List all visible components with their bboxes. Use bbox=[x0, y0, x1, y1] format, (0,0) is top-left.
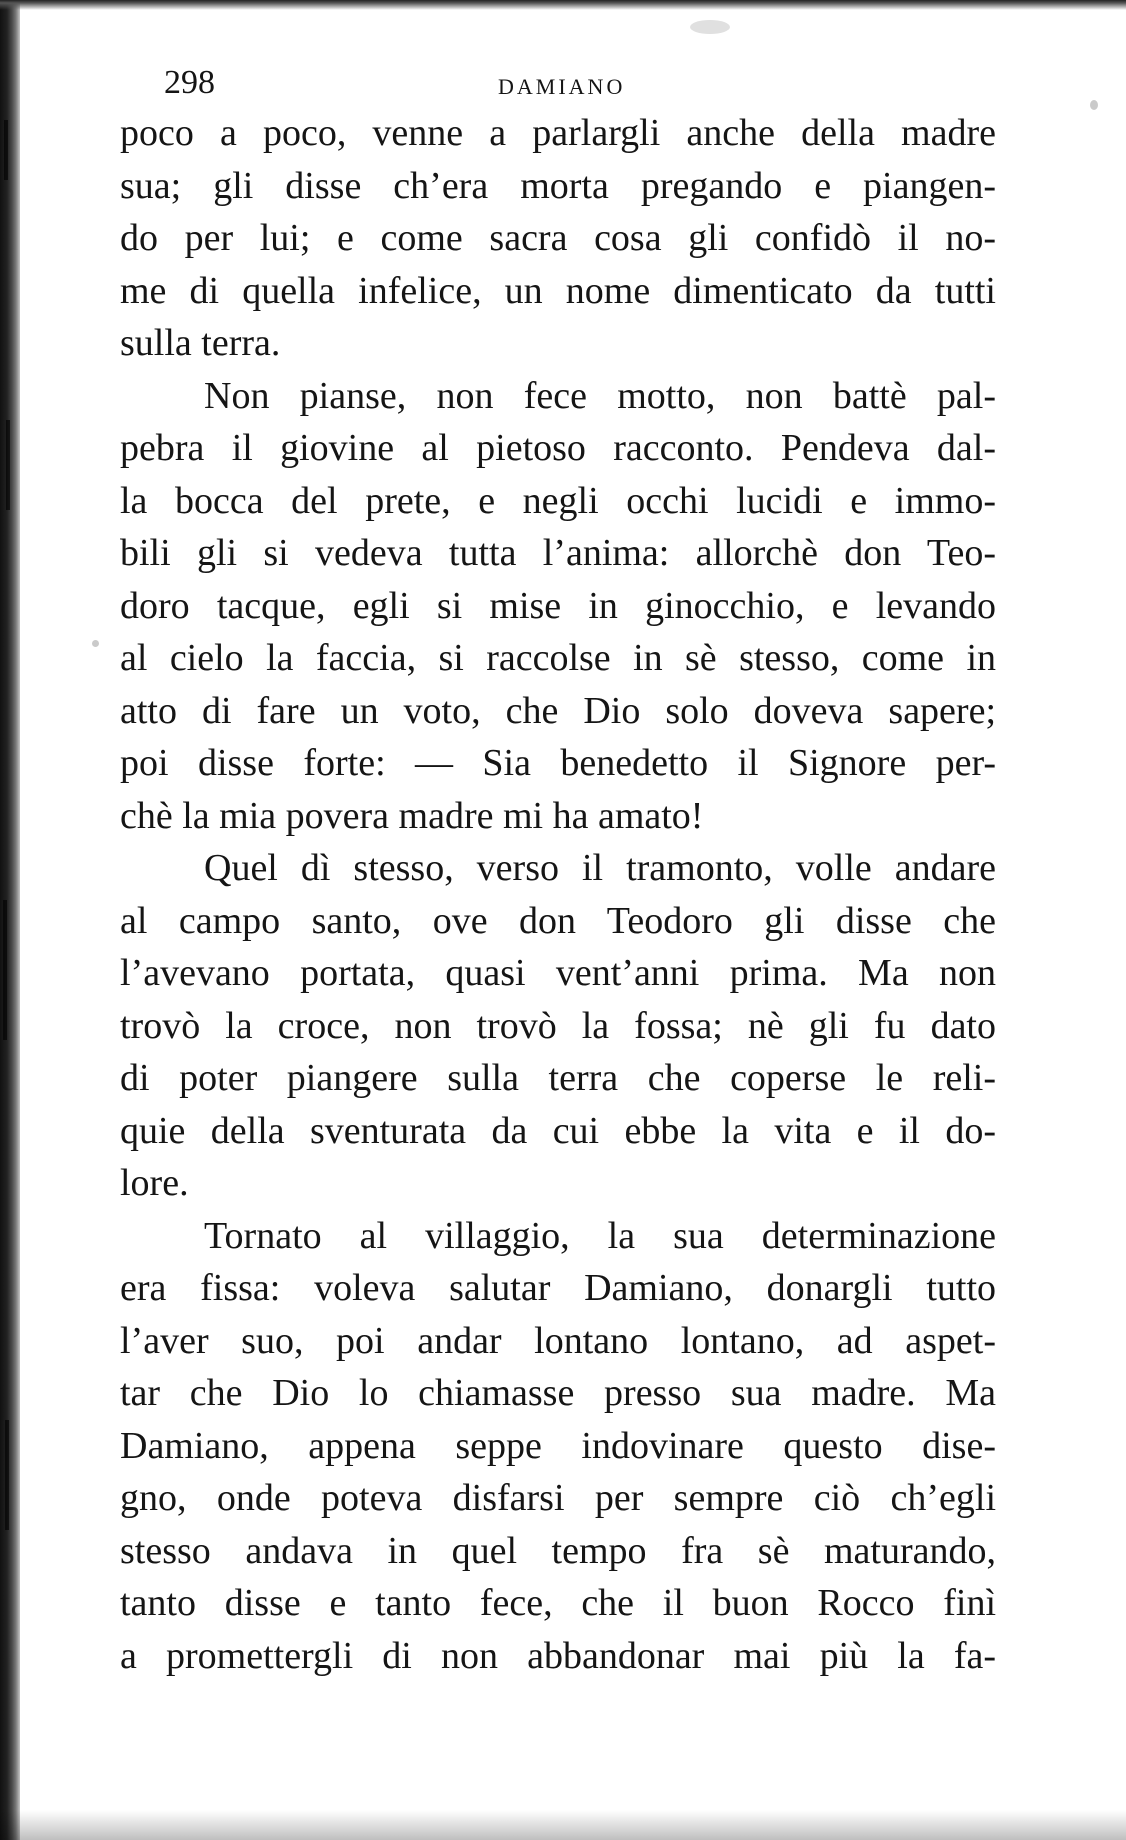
top-edge-shadow bbox=[0, 0, 1126, 10]
paragraph-start-line: Non pianse, non fece motto, non battè pal- bbox=[204, 374, 996, 417]
text-line: era fissa: voleva salutar Damiano, donargli tutto bbox=[120, 1267, 996, 1309]
text-line: tanto disse e tanto fece, che il buon Rocco finì bbox=[120, 1582, 996, 1624]
bottom-edge-shadow bbox=[0, 1810, 1126, 1840]
text-line: al campo santo, ove don Teodoro gli disse che bbox=[120, 899, 996, 942]
spine-mark bbox=[5, 1420, 9, 1530]
spine-mark bbox=[6, 420, 10, 510]
text-line: pebra il giovine al pietoso racconto. Pendeva dal- bbox=[120, 427, 996, 469]
text-line: do per lui; e come sacra cosa gli confidò il no- bbox=[120, 217, 996, 259]
text-line: la bocca del prete, e negli occhi lucidi e immo- bbox=[120, 479, 996, 522]
paragraph-start-line: Tornato al villaggio, la sua determinazione bbox=[204, 1214, 996, 1257]
text-line: bili gli si vedeva tutta l’anima: allorchè don Teo- bbox=[120, 532, 996, 574]
spine-mark bbox=[4, 120, 8, 180]
text-line: doro tacque, egli si mise in ginocchio, e levando bbox=[120, 584, 996, 627]
body-text bbox=[120, 107, 996, 1682]
text-line: al cielo la faccia, si raccolse in sè stesso, come in bbox=[120, 637, 996, 679]
text-line: atto di fare un voto, che Dio solo doveva sapere; bbox=[120, 689, 996, 732]
text-line: chè la mia povera madre mi ha amato! bbox=[120, 794, 704, 837]
text-line: poi disse forte: — Sia benedetto il Signore per- bbox=[120, 742, 996, 784]
text-line: a promettergli di non abbandonar mai più la fa- bbox=[120, 1634, 996, 1677]
spine-mark bbox=[3, 900, 7, 1040]
text-line: Damiano, appena seppe indovinare questo dise- bbox=[120, 1424, 996, 1467]
text-line: lore. bbox=[120, 1162, 189, 1204]
text-line: quie della sventurata da cui ebbe la vita e il do- bbox=[120, 1109, 996, 1152]
ink-spot bbox=[92, 640, 99, 647]
text-line: tar che Dio lo chiamasse presso sua madre. Ma bbox=[120, 1372, 996, 1414]
text-line: l’avevano portata, quasi vent’anni prima. Ma non bbox=[120, 952, 996, 994]
text-line: sua; gli disse ch’era morta pregando e piangen- bbox=[120, 164, 996, 207]
running-title: DAMIANO bbox=[498, 74, 626, 99]
text-line: poco a poco, venne a parlargli anche della madre bbox=[120, 112, 996, 154]
text-line: stesso andava in quel tempo fra sè maturando, bbox=[120, 1529, 996, 1572]
page-number: 298 bbox=[164, 64, 215, 101]
ink-spot bbox=[690, 20, 730, 34]
text-line: sulla terra. bbox=[120, 322, 281, 364]
text-line: me di quella infelice, un nome dimenticato da tutti bbox=[120, 269, 996, 312]
text-line: gno, onde poteva disfarsi per sempre ciò ch’egli bbox=[120, 1477, 996, 1519]
paragraph-start-line: Quel dì stesso, verso il tramonto, volle andare bbox=[204, 847, 996, 889]
text-line: l’aver suo, poi andar lontano lontano, ad aspet- bbox=[120, 1319, 996, 1362]
text-line: trovò la croce, non trovò la fossa; nè gli fu dato bbox=[120, 1004, 996, 1047]
ink-spot bbox=[1090, 100, 1098, 110]
text-line: di poter piangere sulla terra che coperse le reli- bbox=[120, 1057, 996, 1099]
